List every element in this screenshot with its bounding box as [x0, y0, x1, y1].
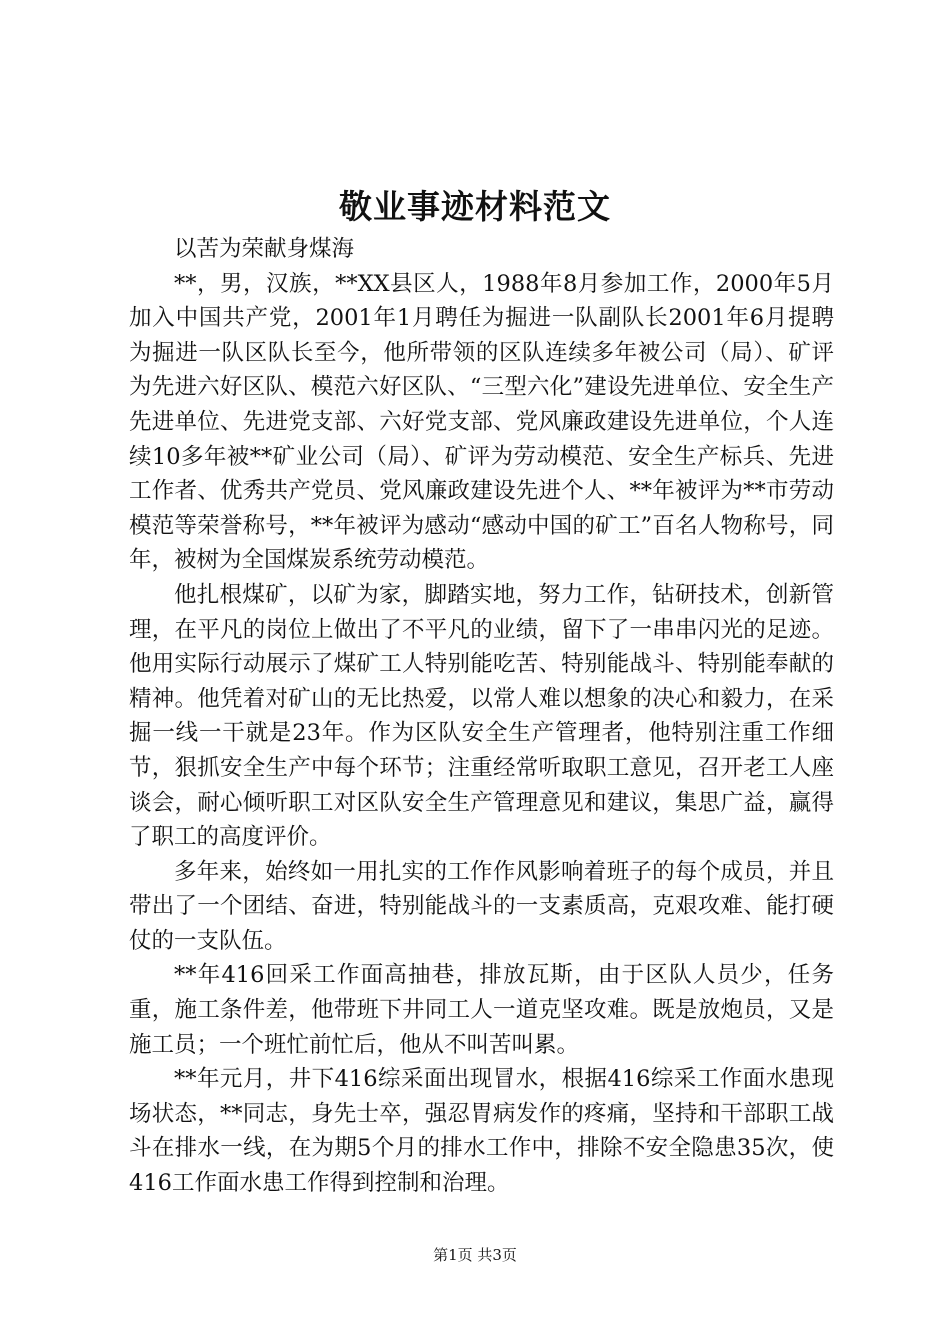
document-body: [129, 232, 834, 1201]
paragraph-gas-drainage: **年416回采工作面高抽巷，排放瓦斯，由于区队人员少，任务重，施工条件差，他带班下井同工人一道克坚攻难。既是放炮员，又是施工员；一个班忙前忙后，他从不叫苦叫累。: [129, 962, 834, 1058]
subtitle-paragraph: 以苦为荣献身煤海: [174, 236, 355, 262]
document-title: 敬业事迹材料范文: [339, 187, 611, 226]
paragraph-water-hazard: **年元月，井下416综采面出现冒水，根据416综采工作面水患现场状态，**同志，身先士卒，强忍胃病发作的疼痛，坚持和干部职工战斗在排水一线，在为期5个月的排水工作中，排除不安全隐患35次，使416工作面水患工作得到控制和治理。: [129, 1066, 834, 1197]
paragraph-team: 多年来，始终如一用扎实的工作作风影响着班子的每个成员，并且带出了一个团结、奋进，特别能战斗的一支素质高，克艰攻难、能打硬仗的一支队伍。: [129, 858, 834, 954]
paragraph-dedication: 他扎根煤矿，以矿为家，脚踏实地，努力工作，钻研技术，创新管理，在平凡的岗位上做出了不平凡的业绩，留下了一串串闪光的足迹。他用实际行动展示了煤矿工人特别能吃苦、特别能战斗、特别能奉献的精神。他凭着对矿山的无比热爱，以常人难以想象的决心和毅力，在采掘一线一干就是23年。作为区队安全生产管理者，他特别注重工作细节，狠抓安全生产中每个环节；注重经常听取职工意见，召开老工人座谈会，耐心倾听职工对区队安全生产管理意见和建议，集思广益，赢得了职工的高度评价。: [129, 581, 834, 851]
page-number-footer: 第1页 共3页: [433, 1246, 517, 1264]
paragraph-intro: **，男，汉族，**XX县区人，1988年8月参加工作，2000年5月加入中国共产党，2001年1月聘任为掘进一队副队长2001年6月提聘为掘进一队区队长至今，他所带领的区队连续多年被公司（局）、矿评为先进六好区队、模范六好区队、“三型六化”建设先进单位、安全生产先进单位、先进党支部、六好党支部、党风廉政建设先进单位，个人连续10多年被**矿业公司（局）、矿评为劳动模范、安全生产标兵、先进工作者、优秀共产党员、党风廉政建设先进个人、**年被评为**市劳动模范等荣誉称号，**年被评为感动“感动中国的矿工”百名人物称号，同年，被树为全国煤炭系统劳动模范。: [129, 270, 834, 574]
